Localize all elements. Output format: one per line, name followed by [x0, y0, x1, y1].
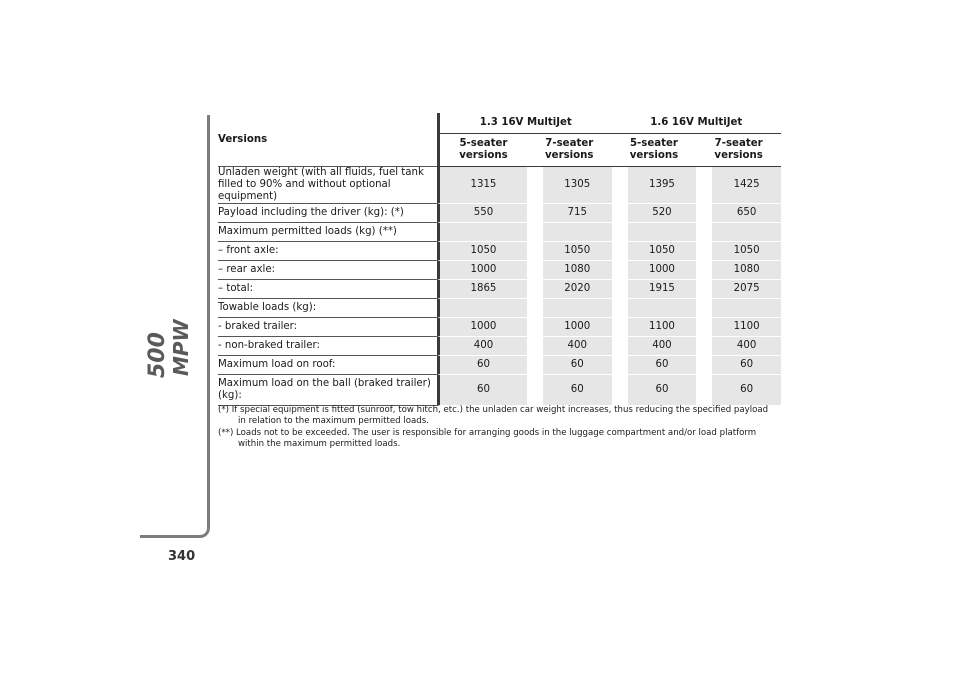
table-cell: 550 [437, 204, 527, 223]
table-cell: 1000 [437, 261, 527, 280]
table-row [218, 261, 781, 280]
table-cell: 715 [527, 204, 612, 223]
table-cell: 60 [437, 375, 527, 406]
table-cell [612, 223, 697, 242]
table-cell: 2020 [527, 280, 612, 299]
table-cell: 1865 [437, 280, 527, 299]
table-cell: 1050 [696, 242, 781, 261]
table-cell: 1000 [437, 318, 527, 337]
table-cell: 650 [696, 204, 781, 223]
svg-text:500: 500 [145, 332, 170, 378]
table-cell: 1080 [527, 261, 612, 280]
table-cell: 400 [527, 337, 612, 356]
row-label: Unladen weight (with all fluids, fuel tank filled to 90% and without optional equipment) [218, 167, 437, 204]
svg-text:MPW: MPW [169, 319, 193, 376]
table-cell: 60 [527, 375, 612, 406]
table-cell: 1315 [437, 167, 527, 204]
version-header: 5-seater versions [437, 134, 527, 167]
footnote: (**) Loads not to be exceeded. The user is responsible for arranging goods in the luggage compartment and/or load platform within the maximum permitted loads. [218, 428, 757, 449]
version-header: 5-seater versions [612, 134, 697, 167]
table-cell: 1050 [527, 242, 612, 261]
table-row [218, 242, 781, 261]
footnotes [218, 405, 778, 451]
table-cell: 1915 [612, 280, 697, 299]
row-label: Maximum permitted loads (kg) (**) [218, 223, 437, 242]
row-label: – rear axle: [218, 261, 437, 280]
table-row [218, 280, 781, 299]
table-cell: 60 [527, 356, 612, 375]
table-cell: 1100 [696, 318, 781, 337]
table-cell: 60 [612, 356, 697, 375]
table-cell: 1050 [612, 242, 697, 261]
table-cell: 1000 [612, 261, 697, 280]
table-cell [527, 223, 612, 242]
table-cell [612, 299, 697, 318]
row-label: - braked trailer: [218, 318, 437, 337]
row-label: - non-braked trailer: [218, 337, 437, 356]
table-cell [437, 299, 527, 318]
weights-table [218, 113, 781, 406]
table-cell: 60 [696, 356, 781, 375]
footnote: (*) If special equipment is fitted (sunroof, tow hitch, etc.) the unladen car weight increases, thus reducing the specified payload in relation to the maximum permitted loads. [218, 405, 769, 426]
table-cell: 1000 [527, 318, 612, 337]
table-cell: 1050 [437, 242, 527, 261]
engine-header: 1.3 16V MultiJet [437, 113, 612, 134]
table-cell [527, 299, 612, 318]
table-cell: 1395 [612, 167, 697, 204]
versions-header: Versions [218, 113, 437, 167]
engine-header: 1.6 16V MultiJet [612, 113, 781, 134]
table-cell: 1080 [696, 261, 781, 280]
version-header: 7-seater versions [696, 134, 781, 167]
table-cell: 60 [612, 375, 697, 406]
row-label: – front axle: [218, 242, 437, 261]
table-row [218, 356, 781, 375]
table-row [218, 337, 781, 356]
table-cell: 1425 [696, 167, 781, 204]
fiat-500-mpw-logo-icon [145, 280, 202, 380]
table-row [218, 223, 781, 242]
table-row [218, 204, 781, 223]
page-number: 340 [168, 549, 196, 564]
table-cell: 400 [612, 337, 697, 356]
table-cell: 60 [437, 356, 527, 375]
row-label: – total: [218, 280, 437, 299]
table-cell: 400 [437, 337, 527, 356]
table-cell: 520 [612, 204, 697, 223]
table-cell: 1100 [612, 318, 697, 337]
table-cell: 60 [696, 375, 781, 406]
table-cell: 400 [696, 337, 781, 356]
table-cell [437, 223, 527, 242]
table-row [218, 318, 781, 337]
row-label: Maximum load on the ball (braked trailer) (kg): [218, 375, 437, 406]
row-label: Maximum load on roof: [218, 356, 437, 375]
table-cell: 1305 [527, 167, 612, 204]
table-row [218, 167, 781, 204]
row-label: Towable loads (kg): [218, 299, 437, 318]
table-cell: 2075 [696, 280, 781, 299]
row-label: Payload including the driver (kg): (*) [218, 204, 437, 223]
table-cell [696, 223, 781, 242]
table-row [218, 375, 781, 406]
table-cell [696, 299, 781, 318]
table-row [218, 299, 781, 318]
version-header: 7-seater versions [527, 134, 612, 167]
